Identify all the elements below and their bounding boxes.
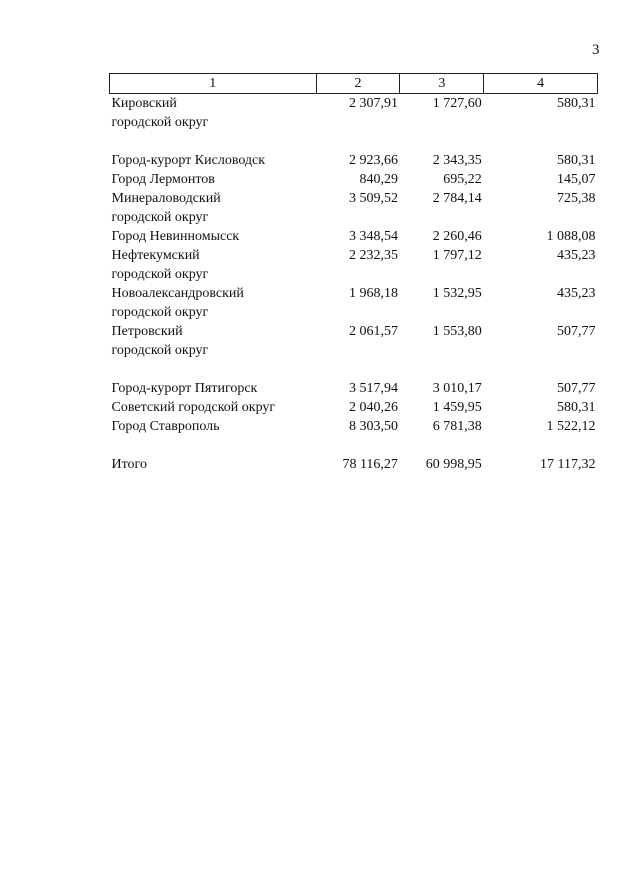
total-row	[110, 455, 598, 474]
total-column-4-cell: 17 117,32	[540, 457, 596, 472]
municipality-cell: Минераловодский городской округ	[111, 191, 221, 225]
column-2-cell: 3 517,94	[348, 381, 398, 396]
column-header-1: 1	[110, 74, 317, 94]
column-3-cell: 1 797,12	[432, 248, 482, 263]
table-row	[110, 379, 598, 398]
municipality-cell: Город Невинномысск	[111, 229, 240, 244]
column-4-cell: 435,23	[557, 248, 596, 263]
total-column-2-cell: 78 116,27	[342, 457, 398, 472]
table-row	[110, 284, 598, 322]
column-4-cell: 435,23	[557, 286, 596, 301]
column-3-cell: 1 727,60	[432, 96, 482, 111]
column-2-cell: 1 968,18	[348, 286, 398, 301]
data-table	[109, 73, 598, 474]
column-2-cell: 2 923,66	[348, 153, 398, 168]
table-row	[110, 189, 598, 227]
column-3-cell: 2 260,46	[432, 229, 482, 244]
municipality-cell: Петровский городской округ	[111, 324, 209, 358]
municipality-cell: Нефтекумский городской округ	[111, 248, 209, 282]
column-3-cell: 1 532,95	[432, 286, 482, 301]
column-2-cell: 8 303,50	[348, 419, 398, 434]
page-number: 3	[592, 42, 600, 58]
column-2-cell: 2 040,26	[348, 400, 398, 415]
column-4-cell: 580,31	[557, 153, 596, 168]
column-3-cell: 695,22	[443, 172, 482, 187]
total-column-3-cell: 60 998,95	[425, 457, 482, 472]
municipality-cell: Город Лермонтов	[111, 172, 215, 187]
column-4-cell: 145,07	[557, 172, 596, 187]
column-2-cell: 2 307,91	[348, 96, 398, 111]
column-3-cell: 1 553,80	[432, 324, 482, 339]
table-header-row	[110, 74, 598, 94]
column-3-cell: 2 343,35	[432, 153, 482, 168]
table-row	[110, 398, 598, 417]
municipality-cell: Город-курорт Пятигорск	[111, 381, 258, 396]
table-body	[110, 94, 598, 475]
column-4-cell: 507,77	[557, 324, 596, 339]
municipality-cell: Советский городской округ	[111, 400, 276, 415]
municipality-cell: Новоалександровский городской округ	[111, 286, 244, 320]
column-4-cell: 1 088,08	[546, 229, 596, 244]
table-row	[110, 94, 598, 152]
column-3-cell: 2 784,14	[432, 191, 482, 206]
column-4-cell: 580,31	[557, 96, 596, 111]
column-header-4: 4	[484, 74, 598, 94]
column-3-cell: 1 459,95	[432, 400, 482, 415]
column-2-cell: 3 509,52	[348, 191, 398, 206]
column-4-cell: 725,38	[557, 191, 596, 206]
column-4-cell: 1 522,12	[546, 419, 596, 434]
municipality-cell: Кировский городской округ	[111, 96, 209, 130]
column-3-cell: 6 781,38	[432, 419, 482, 434]
column-4-cell: 507,77	[557, 381, 596, 396]
table-row	[110, 170, 598, 189]
column-2-cell: 2 061,57	[348, 324, 398, 339]
table-row	[110, 151, 598, 170]
municipality-cell: Город Ставрополь	[111, 419, 220, 434]
column-2-cell: 2 232,35	[348, 248, 398, 263]
column-4-cell: 580,31	[557, 400, 596, 415]
municipality-cell: Город-курорт Кисловодск	[111, 153, 266, 168]
table-row	[110, 246, 598, 284]
column-header-2: 2	[316, 74, 400, 94]
column-header-3: 3	[400, 74, 484, 94]
table-row	[110, 417, 598, 455]
column-2-cell: 840,29	[359, 172, 398, 187]
column-2-cell: 3 348,54	[348, 229, 398, 244]
table-row	[110, 227, 598, 246]
column-3-cell: 3 010,17	[432, 381, 482, 396]
total-municipality-cell: Итого	[111, 457, 147, 472]
table-row	[110, 322, 598, 379]
